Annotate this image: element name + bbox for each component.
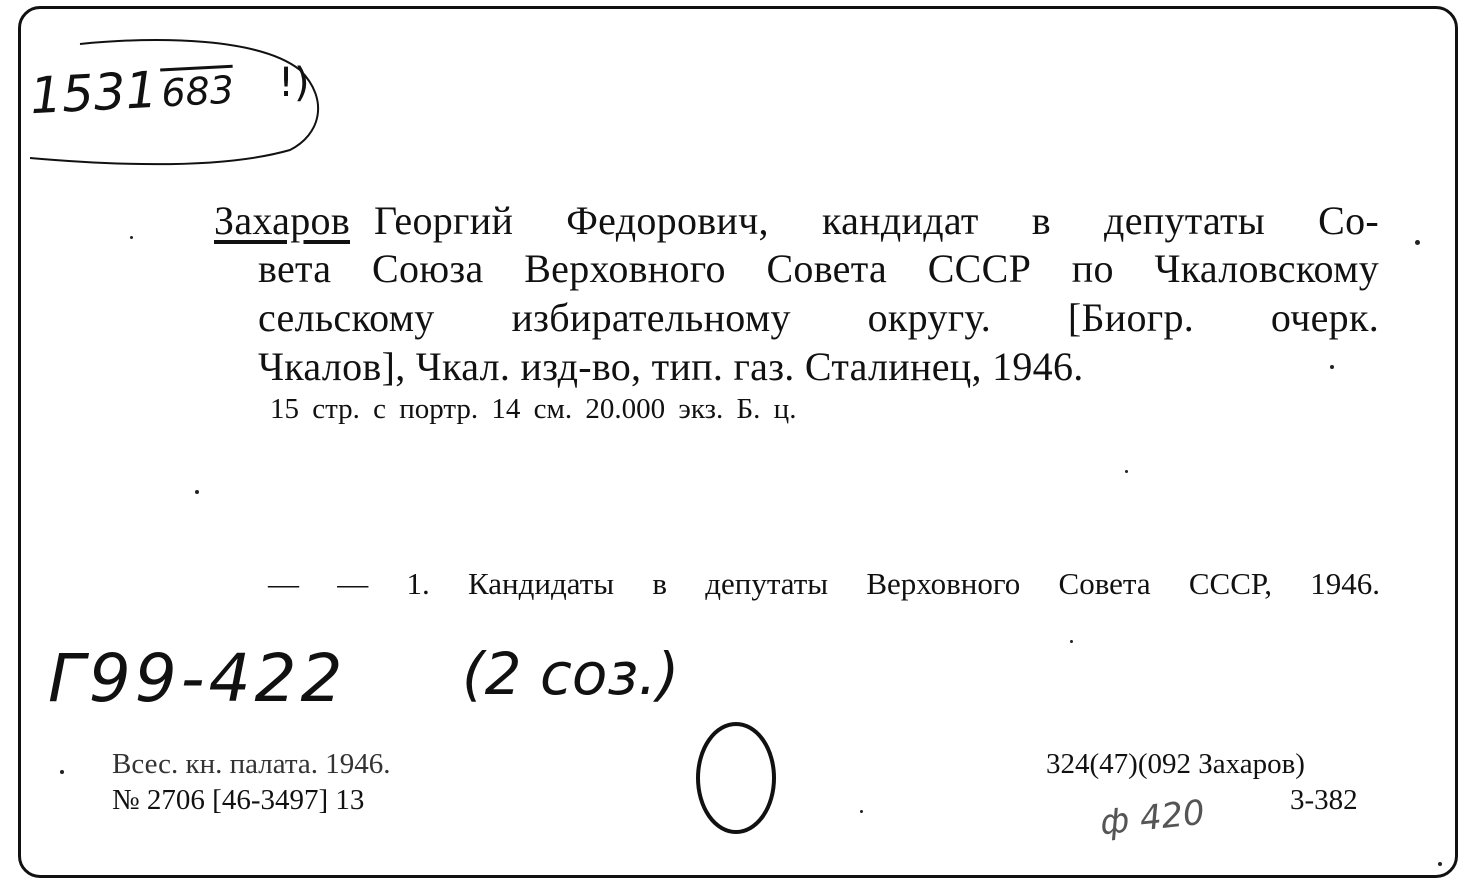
scan-speck — [1125, 470, 1128, 473]
handwritten-copies-note: (2 coз.) — [462, 640, 680, 708]
handwritten-bottom-note: ф 420 — [1098, 792, 1207, 844]
handwritten-enclosure-curve — [20, 30, 340, 180]
entry-line-1 — [214, 197, 1379, 244]
entry-line-4: Чкалов], Чкал. изд-во, тип. газ. Сталинец, 1946. — [258, 344, 1084, 389]
scan-speck — [195, 490, 199, 494]
author-name-and-title: Георгий Федорович, кандидат в депутаты Со- — [374, 198, 1379, 243]
author-surname: Захаров — [214, 198, 351, 243]
handwritten-exclamation-mark: !) — [278, 60, 310, 106]
handwritten-circle-mark — [688, 712, 788, 842]
card-registration-number: № 2706 [46-3497] 13 — [112, 784, 365, 816]
book-chamber-credit: Всес. кн. палата. 1946. — [112, 748, 391, 780]
scan-speck — [1330, 365, 1334, 369]
scan-speck — [1070, 640, 1073, 643]
scan-speck — [130, 236, 133, 239]
accession-number-fraction: 683 — [160, 67, 236, 116]
entry-line-3: сельскому избирательному округу. [Биогр. очерк. — [258, 295, 1379, 340]
subject-heading: — — 1. Кандидаты в депутаты Верховного Совета СССР, 1946. — [268, 566, 1380, 601]
accession-number-main: 1531 — [28, 60, 159, 126]
scan-speck — [860, 810, 863, 813]
classification-index: 324(47)(092 Захаров) — [1046, 748, 1305, 780]
scan-speck — [1415, 240, 1420, 245]
entry-line-2: вета Союза Верховного Совета СССР по Чкаловскому — [258, 246, 1379, 291]
handwritten-call-number: Г99-422 — [48, 640, 347, 717]
scan-speck — [1438, 862, 1442, 866]
author-mark-code: 3-382 — [1290, 784, 1358, 816]
scan-speck — [60, 770, 64, 774]
physical-description: 15 стр. с портр. 14 см. 20.000 экз. Б. ц. — [270, 393, 797, 425]
